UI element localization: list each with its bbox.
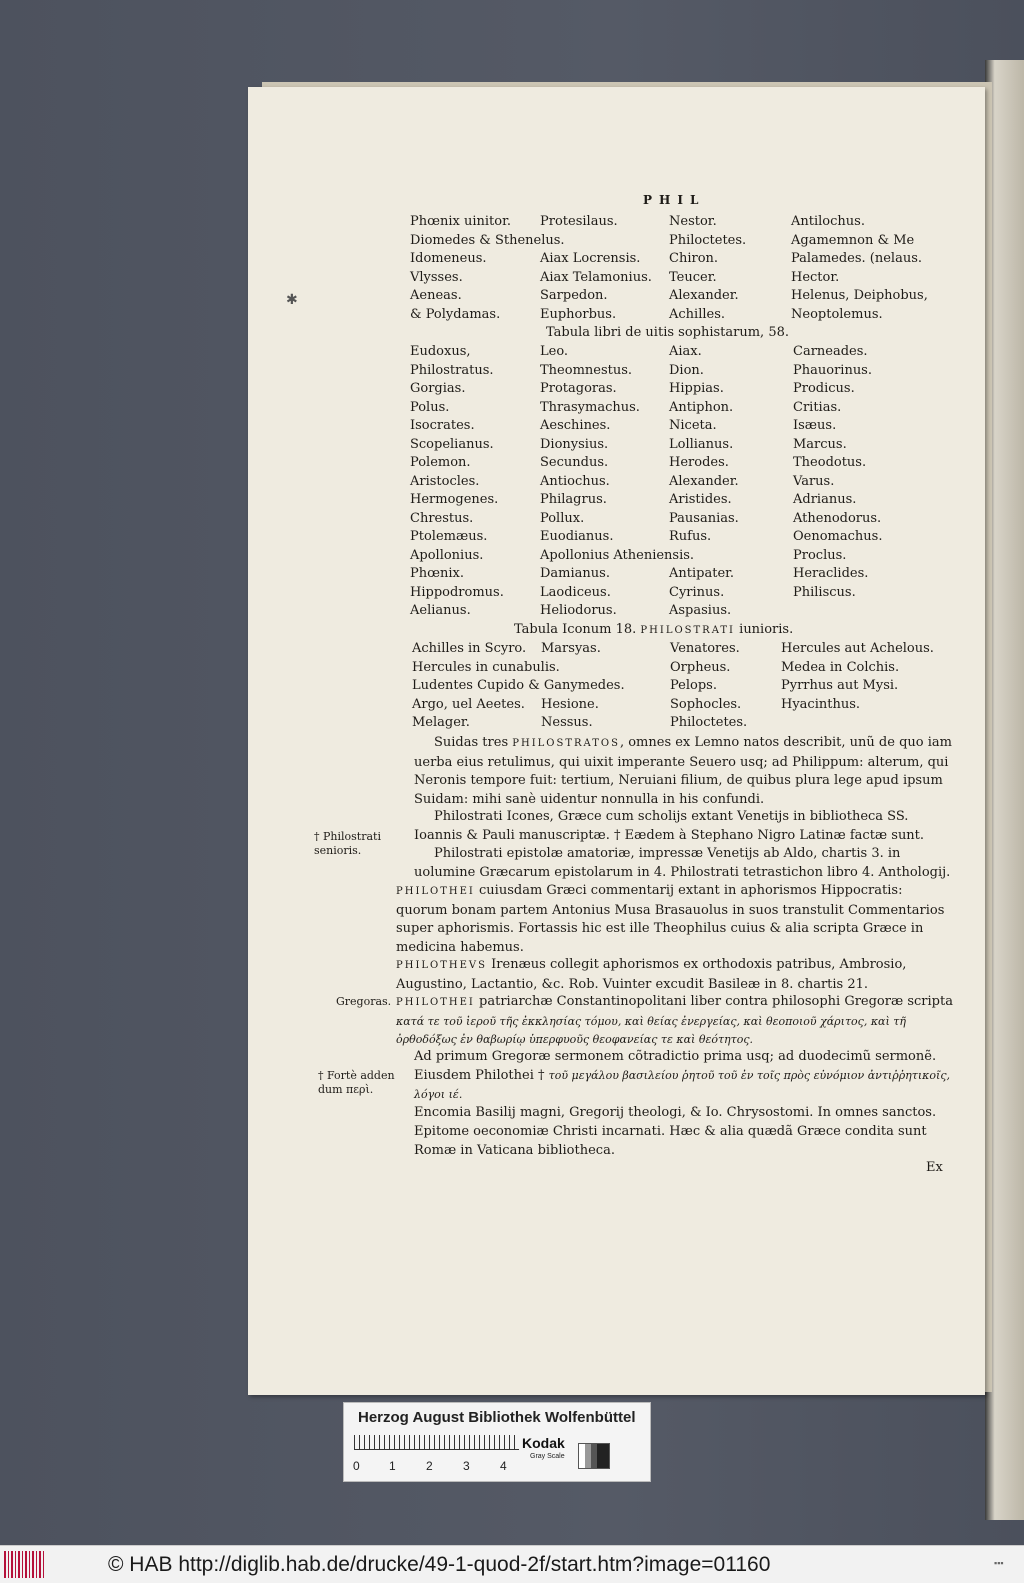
list-cell: Hercules in cunabulis. <box>412 659 560 675</box>
p5-sc: PHILOTHEVS <box>396 960 488 971</box>
paragraph-epitome: Epitome oeconomiæ Christi incarnati. Hæc & alia quædã Græce condita sunt Romæ in Vaticana bibliotheca. <box>414 1124 927 1158</box>
scale-ruler <box>354 1435 519 1450</box>
running-head: PHIL <box>643 193 706 207</box>
target-title: Herzog August Bibliothek Wolfenbüttel <box>358 1409 636 1426</box>
p4-sc: PHILOTHEI <box>396 886 475 897</box>
p8-greek: τοῦ μεγάλου βασιλείου ῥητοῦ τοῦ ἐν τοῖς πρὸς εὐνόμιον ἀντιῤῥητικοῖς, λόγοι ιέ. <box>414 1069 950 1101</box>
list-cell: Marsyas. <box>541 641 601 656</box>
list-cell: Idomeneus. <box>410 251 487 266</box>
list-cell: Neoptolemus. <box>791 306 883 322</box>
scanned-page <box>248 87 985 1395</box>
list-cell: Nessus. <box>541 715 593 730</box>
list-cell: Pyrrhus aut Mysi. <box>781 678 899 693</box>
list-cell: Dion. <box>669 362 704 378</box>
list-cell: Philoctetes. <box>669 232 747 248</box>
list-cell: Sarpedon. <box>540 288 608 303</box>
p6-sc: PHILOTHEI <box>396 997 475 1008</box>
paragraph-philotheus <box>396 956 956 994</box>
list-cell: & Polydamas. <box>410 306 501 322</box>
list-cell: Varus. <box>793 473 835 489</box>
list-cell: Philoctetes. <box>670 715 748 730</box>
margin-note-line: † Fortè adden <box>318 1069 395 1082</box>
list-cell: Herodes. <box>669 455 729 470</box>
list-cell: Protesilaus. <box>540 214 618 229</box>
list-cell: Vlysses. <box>410 269 463 285</box>
color-target-card <box>343 1402 651 1482</box>
ruler-label: 4 <box>500 1459 507 1473</box>
list-cell: Dionysius. <box>540 436 609 452</box>
list-cell: Aeneas. <box>410 288 462 303</box>
kodak-logo: Kodak <box>522 1435 565 1451</box>
list-cell: Heraclides. <box>793 566 869 581</box>
list-cell: Hermogenes. <box>410 492 499 507</box>
footer-copyright-link[interactable]: © HAB http://diglib.hab.de/drucke/49-1-quod-2f/start.htm?image=01160 <box>108 1553 771 1576</box>
p1-sc: PHILOSTRATOS <box>512 738 620 749</box>
p8-a: Eiusdem Philothei † <box>414 1068 545 1083</box>
list-cell: Niceta. <box>669 418 717 433</box>
list-cell: Gorgias. <box>410 381 466 396</box>
list-cell: Aristocles. <box>410 473 480 489</box>
hab-barcode-icon <box>4 1551 46 1578</box>
list-cell: Polemon. <box>410 455 471 470</box>
margin-note-line: † Philostrati <box>314 830 381 843</box>
list-cell: Pausanias. <box>669 510 739 526</box>
list-cell: Eudoxus, <box>410 344 471 359</box>
list-cell: Cyrinus. <box>669 584 725 600</box>
list-cell: Lollianus. <box>669 436 734 452</box>
list-cell: Polus. <box>410 399 450 415</box>
list-cell: Philostratus. <box>410 362 494 378</box>
list-cell: Antipater. <box>669 566 735 581</box>
paragraph-philothei-2 <box>396 993 956 1050</box>
list-cell: Aeschines. <box>540 418 611 433</box>
paragraph-suidas <box>414 734 954 809</box>
paragraph-philothei-1 <box>396 882 956 957</box>
list-cell: Antiphon. <box>669 399 734 415</box>
icons-table-title <box>514 622 793 637</box>
list-cell: Prodicus. <box>793 381 855 396</box>
paragraph-icones: Philostrati Icones, Græce cum scholijs extant Venetijs in bibliotheca SS. Ioannis & Pauli manuscriptæ. † Eædem à Stephano Nigro Latinæ factæ sunt. <box>414 809 925 843</box>
icons-title-a: Tabula Iconum 18. <box>514 622 637 637</box>
list-cell: Phauorinus. <box>793 362 872 378</box>
list-cell: Achilles in Scyro. <box>412 641 527 656</box>
margin-note-philostrati <box>314 830 381 858</box>
page-text-layer <box>248 87 985 1395</box>
list-cell: Phœnix uinitor. <box>410 214 511 229</box>
list-cell: Phœnix. <box>410 566 464 581</box>
list-cell: Critias. <box>793 399 842 415</box>
p5-b: Irenæus collegit aphorismos ex orthodoxis patribus, Ambrosio, Augustino, Lactantio, &c. Rob. Vuinter excudit Basileæ in 8. chartis 21. <box>396 957 907 992</box>
list-cell: Rufus. <box>669 529 712 544</box>
list-cell: Ludentes Cupido & Ganymedes. <box>412 678 625 693</box>
list-cell: Pollux. <box>540 510 585 526</box>
list-cell: Carneades. <box>793 344 868 359</box>
catchword: Ex <box>926 1160 943 1175</box>
icons-title-sc: PHILOSTRATI <box>640 625 736 636</box>
list-cell: Chrestus. <box>410 510 474 526</box>
paragraph-contradictio: Ad primum Gregoræ sermonem cõtradictio prima usq; ad duodecimũ sermonẽ. <box>414 1049 937 1064</box>
list-cell: Apollonius. <box>410 547 484 563</box>
list-cell: Agamemnon & Me <box>791 232 915 248</box>
list-cell: Hector. <box>791 269 840 285</box>
p1-a: Suidas tres <box>434 735 509 750</box>
list-cell: Euphorbus. <box>540 306 617 322</box>
list-cell: Orpheus. <box>670 659 731 675</box>
list-cell: Hyacinthus. <box>781 696 861 712</box>
list-cell: Aelianus. <box>410 603 471 618</box>
list-cell: Aiax. <box>669 344 702 359</box>
list-cell: Antiochus. <box>540 473 610 489</box>
list-cell: Hercules aut Achelous. <box>781 641 934 656</box>
ruler-label: 0 <box>353 1459 360 1473</box>
list-cell: Aristides. <box>669 492 732 507</box>
list-cell: Protagoras. <box>540 381 617 396</box>
margin-note-forte <box>318 1069 395 1097</box>
list-cell: Hippodromus. <box>410 584 504 600</box>
paragraph-epistolae: Philostrati epistolæ amatoriæ, impressæ Venetijs ab Aldo, chartis 3. in uolumine Græcarum epistolarum in 4. Philostrati tetrastichon libro 4. Anthologij. <box>414 846 951 880</box>
list-cell: Philiscus. <box>793 584 856 600</box>
list-cell: Secundus. <box>540 455 609 470</box>
sophists-table-title: Tabula libri de uitis sophistarum, 58. <box>546 325 790 340</box>
margin-note-line: senioris. <box>314 844 362 857</box>
list-cell: Aiax Locrensis. <box>540 251 641 266</box>
list-cell: Isocrates. <box>410 418 475 433</box>
list-cell: Theodotus. <box>793 455 867 470</box>
list-cell: Apollonius Atheniensis. <box>540 547 695 563</box>
list-cell: Pelops. <box>670 678 717 693</box>
list-cell: Athenodorus. <box>793 510 882 526</box>
p6-greek: κατά τε τοῦ ἱεροῦ τῆς ἐκκλησίας τόμου, καὶ θείας ἐνεργείας, καὶ θεοποιοῦ χάριτος, καὶ τῆ ὀρθοδόξως ἐν θαβωρίῳ ὑπερφυοῦς θεοφανείας τε καὶ θεότητος. <box>396 1014 906 1046</box>
footer-mark: ▪▪▪ <box>994 1558 1004 1568</box>
list-cell: Teucer. <box>669 269 717 285</box>
p4-b: cuiusdam Græci commentarij extant in aphorismos Hippocratis: quorum bonam partem Antonius Musa Brasauolus in suos transtulit Commentarios super aphorismis. Fortassis hic est ille Theophilus cuius & alia scripta Græce in medicina habemus. <box>396 883 945 955</box>
list-cell: Proclus. <box>793 547 847 563</box>
ruler-label: 2 <box>426 1459 433 1473</box>
list-cell: Damianus. <box>540 566 610 581</box>
list-cell: Aiax Telamonius. <box>540 269 652 285</box>
list-cell: Alexander. <box>669 473 739 489</box>
ruler-label: 1 <box>389 1459 396 1473</box>
icons-title-b: iunioris. <box>739 622 794 637</box>
list-cell: Melager. <box>412 715 470 730</box>
list-cell: Scopelianus. <box>410 436 494 452</box>
list-cell: Marcus. <box>793 436 847 452</box>
list-cell: Laodiceus. <box>540 584 611 600</box>
list-cell: Isæus. <box>793 418 837 433</box>
list-cell: Leo. <box>540 344 569 359</box>
paragraph-eiusdem <box>414 1067 954 1104</box>
margin-note-gregoras: Gregoras. <box>336 995 392 1008</box>
list-cell: Hippias. <box>669 381 724 396</box>
list-cell: Antilochus. <box>791 214 865 229</box>
list-cell: Theomnestus. <box>540 362 633 378</box>
list-cell: Achilles. <box>669 306 726 322</box>
kodak-subtitle: Gray Scale <box>530 1453 565 1460</box>
list-cell: Aspasius. <box>669 603 732 618</box>
list-cell: Venatores. <box>670 641 740 656</box>
p6-b: patriarchæ Constantinopolitani liber contra philosophi Gregoræ scripta <box>479 994 953 1009</box>
list-cell: Hesione. <box>541 696 599 712</box>
list-cell: Helenus, Deiphobus, <box>791 288 928 303</box>
list-cell: Philagrus. <box>540 492 607 507</box>
footer-bar <box>0 1545 1024 1583</box>
list-cell: Sophocles. <box>670 696 742 712</box>
list-cell: Medea in Colchis. <box>781 659 900 675</box>
list-cell: Chiron. <box>669 251 719 266</box>
list-cell: Palamedes. (nelaus. <box>791 251 923 266</box>
list-cell: Ptolemæus. <box>410 529 488 544</box>
margin-note-line: dum περὶ. <box>318 1083 374 1096</box>
ink-mark-icon: ✱ <box>286 292 298 308</box>
p1-b: , omnes ex Lemno natos describit, unũ de quo iam uerba eius retulimus, qui uixit imperante Seuero usq; ad Philippum: alterum, qui Neronis tempore fuit: tertium, Neruiani filium, de quibus plura lege apud ipsum Suidam: mihi sanè uidentur nonnulla in his confundi. <box>414 735 952 807</box>
list-cell: Adrianus. <box>793 492 857 507</box>
list-cell: Alexander. <box>669 288 739 303</box>
list-cell: Thrasymachus. <box>540 399 640 415</box>
gray-scale-patch-icon <box>578 1443 610 1469</box>
paragraph-encomia: Encomia Basilij magni, Gregorij theologi, & Io. Chrysostomi. In omnes sanctos. <box>414 1105 937 1120</box>
list-cell: Euodianus. <box>540 529 614 544</box>
list-cell: Oenomachus. <box>793 529 883 544</box>
list-cell: Argo, uel Aeetes. <box>412 696 525 712</box>
list-cell: Heliodorus. <box>540 603 617 618</box>
list-cell: Nestor. <box>669 214 717 229</box>
ruler-label: 3 <box>463 1459 470 1473</box>
list-cell: Diomedes & Sthenelus. <box>410 232 565 248</box>
